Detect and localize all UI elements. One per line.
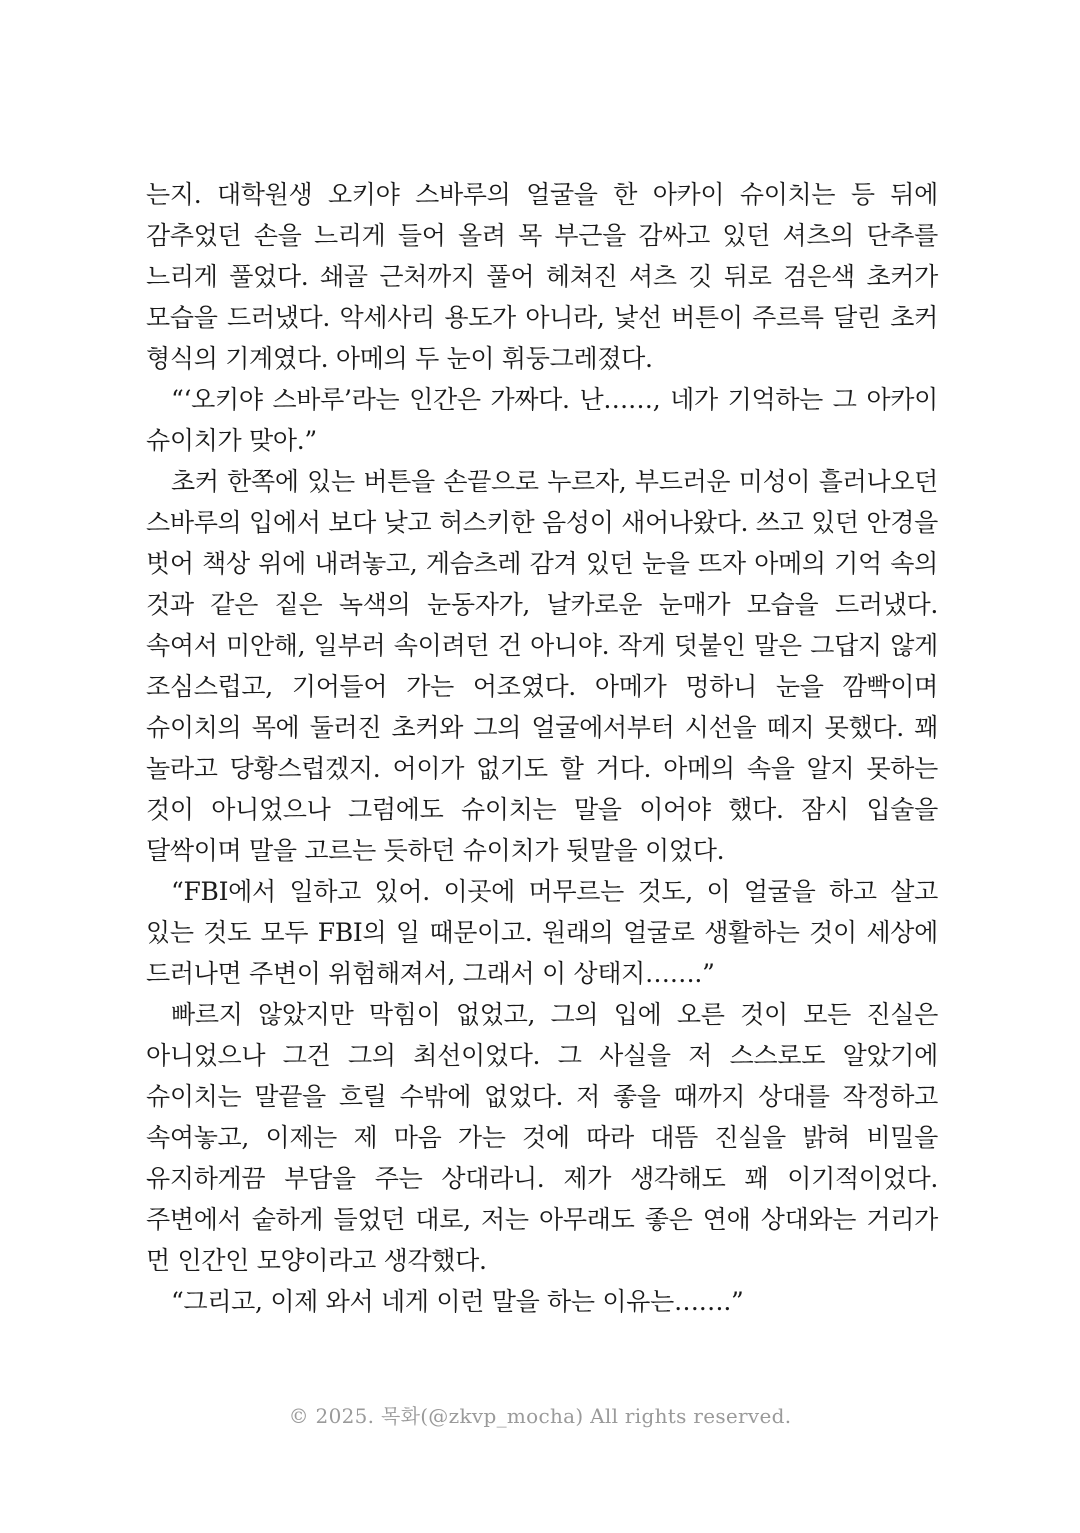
copyright-notice: © 2025. 목화(@zkvp_mocha) All rights reserved. [288, 1404, 792, 1428]
paragraph: 는지. 대학원생 오키야 스바루의 얼굴을 한 아카이 슈이치는 등 뒤에 감추었던 손을 느리게 들어 올려 목 부근을 감싸고 있던 셔츠의 단추를 느리게 풀었다. 쇄골 근처까지 풀어 헤쳐진 셔츠 깃 뒤로 검은색 초커가 모습을 드러냈다. 악세사리 용도가 아니라, 낯선 버튼이 주르륵 달린 초커 형식의 기계였다. 아메의 두 눈이 휘둥그레졌다. [146, 180, 938, 373]
paragraph-dialogue: “FBI에서 일하고 있어. 이곳에 머무르는 것도, 이 얼굴을 하고 살고 있는 것도 모두 FBI의 일 때문이고. 원래의 얼굴로 생활하는 것이 세상에 드러나면 주변이 위험해져서, 그래서 이 상태지…….” [146, 877, 938, 988]
paragraph-dialogue: “‘오키야 스바루’라는 인간은 가짜다. 난……, 네가 기억하는 그 아카이 슈이치가 맞아.” [146, 385, 938, 455]
paragraph: 초커 한쪽에 있는 버튼을 손끝으로 누르자, 부드러운 미성이 흘러나오던 스바루의 입에서 보다 낮고 허스키한 음성이 새어나왔다. 쓰고 있던 안경을 벗어 책상 위에 내려놓고, 게슴츠레 감겨 있던 눈을 뜨자 아메의 기억 속의 것과 같은 짙은 녹색의 눈동자가, 날카로운 눈매가 모습을 드러냈다. 속여서 미안해, 일부러 속이려던 건 아니야. 작게 덧붙인 말은 그답지 않게 조심스럽고, 기어들어 가는 어조였다. 아메가 멍하니 눈을 깜빡이며 슈이치의 목에 둘러진 초커와 그의 얼굴에서부터 시선을 떼지 못했다. 꽤 놀라고 당황스럽겠지. 어이가 없기도 할 거다. 아메의 속을 알지 못하는 것이 아니었으나 그럼에도 슈이치는 말을 이어야 했다. 잠시 입술을 달싹이며 말을 고르는 듯하던 슈이치가 뒷말을 이었다. [146, 467, 938, 865]
paragraph-dialogue: “그리고, 이제 와서 네게 이런 말을 하는 이유는…….” [171, 1287, 744, 1316]
paragraph: 빠르지 않았지만 막힘이 없었고, 그의 입에 오른 것이 모든 진실은 아니었으나 그건 그의 최선이었다. 그 사실을 저 스스로도 알았기에 슈이치는 말끝을 흐릴 수밖에 없었다. 저 좋을 때까지 상대를 작정하고 속여놓고, 이제는 제 마음 가는 것에 따라 대뜸 진실을 밝혀 비밀을 유지하게끔 부담을 주는 상대라니. 제가 생각해도 꽤 이기적이었다. 주변에서 숱하게 들었던 대로, 저는 아무래도 좋은 연애 상대와는 거리가 먼 인간인 모양이라고 생각했다. [146, 1000, 938, 1275]
story-text [146, 174, 938, 1322]
